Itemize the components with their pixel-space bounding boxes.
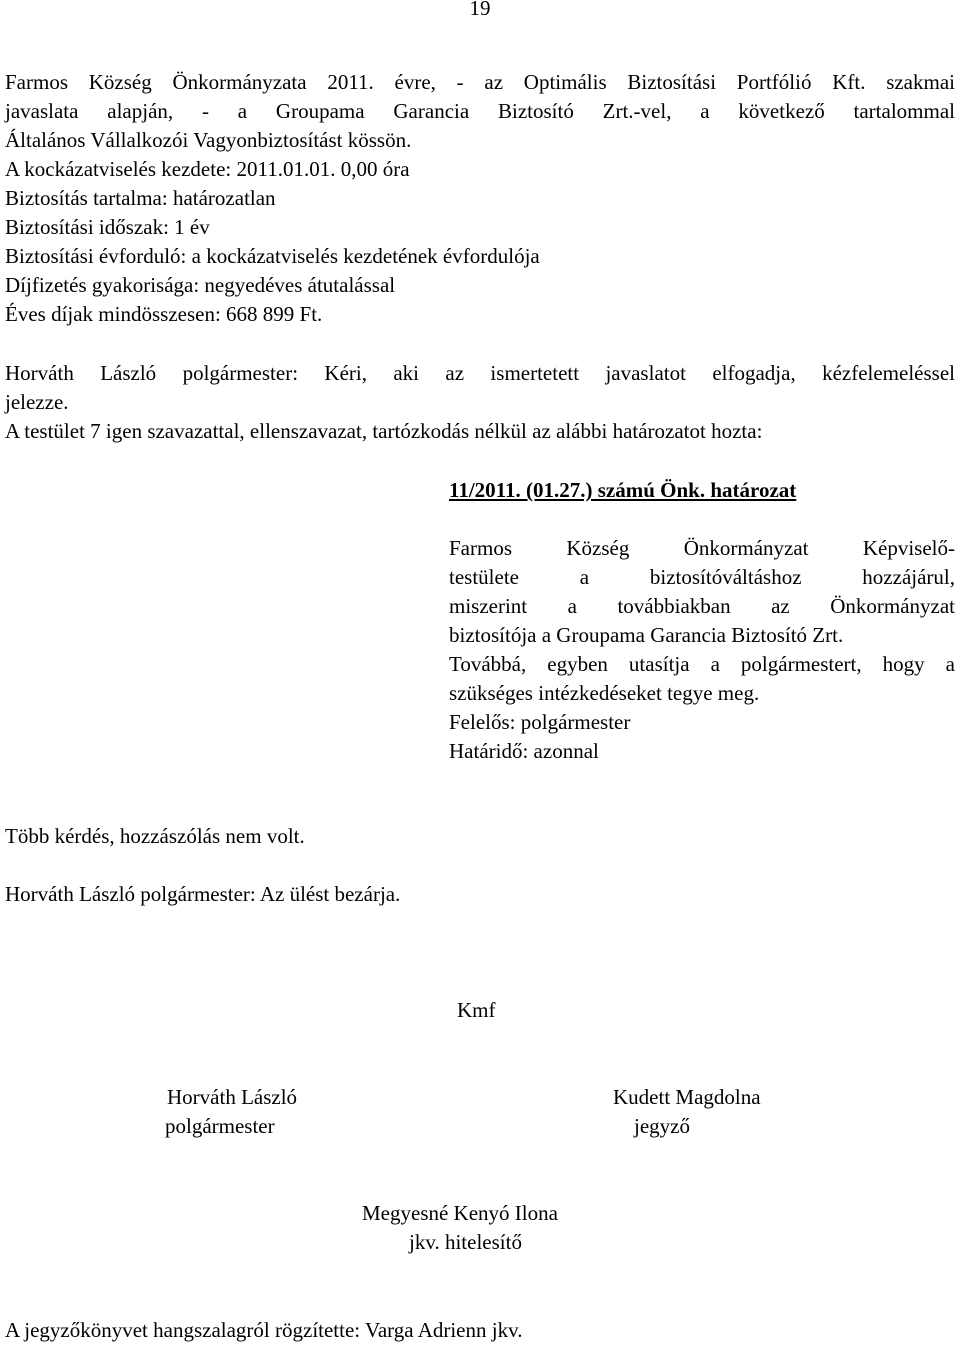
detail-period: Biztosítási időszak: 1 év (5, 215, 210, 239)
detail-content: Biztosítás tartalma: határozatlan (5, 186, 276, 210)
resolution-deadline: Határidő: azonnal (449, 739, 599, 763)
resolution-line-1: Farmos Község Önkormányzat Képviselő- (449, 536, 955, 560)
intro-line-2: javaslata alapján, - a Groupama Garancia Biztosító Zrt.-vel, a következő tartalommal (5, 99, 955, 123)
mayor-request-line-2: jelezze. (5, 390, 69, 414)
detail-risk-start: A kockázatviselés kezdete: 2011.01.01. 0,00 óra (5, 157, 410, 181)
detail-payment-frequency: Díjfizetés gyakorisága: negyedéves átutalással (5, 273, 396, 297)
mayor-request-line-1: Horváth László polgármester: Kéri, aki az ismertetett javaslatot elfogadja, kézfelemeléssel (5, 361, 955, 385)
resolution-heading: 11/2011. (01.27.) számú Önk. határozat (449, 478, 797, 502)
intro-line-1: Farmos Község Önkormányzata 2011. évre, - az Optimális Biztosítási Portfólió Kft. szakmai (5, 70, 955, 94)
signatory-notary-title: jegyző (634, 1114, 690, 1138)
recorder-note: A jegyzőkönyvet hangszalagról rögzítette: Varga Adrienn jkv. (5, 1318, 523, 1342)
resolution-line-4: biztosítója a Groupama Garancia Biztosító Zrt. (449, 623, 844, 647)
signatory-authenticator-title: jkv. hitelesítő (409, 1230, 522, 1254)
resolution-line-6: szükséges intézkedéseket tegye meg. (449, 681, 760, 705)
detail-anniversary: Biztosítási évforduló: a kockázatviselés kezdetének évfordulója (5, 244, 540, 268)
signatory-notary-name: Kudett Magdolna (613, 1085, 761, 1109)
resolution-line-2: testülete a biztosítóváltáshoz hozzájárul, (449, 565, 955, 589)
resolution-responsible: Felelős: polgármester (449, 710, 631, 734)
resolution-line-3: miszerint a továbbiakban az Önkormányzat (449, 594, 955, 618)
resolution-line-5: Továbbá, egyben utasítja a polgármestert, hogy a (449, 652, 955, 676)
vote-text: A testület 7 igen szavazattal, ellenszavazat, tartózkodás nélkül az alábbi határozatot hozta: (5, 419, 763, 443)
signatory-mayor-title: polgármester (165, 1114, 275, 1138)
detail-annual-fee: Éves díjak mindösszesen: 668 899 Ft. (5, 302, 323, 326)
page-number: 19 (469, 0, 491, 20)
signatory-mayor-name: Horváth László (167, 1085, 298, 1109)
intro-line-3: Általános Vállalkozói Vagyonbiztosítást kössön. (5, 128, 412, 152)
signatory-authenticator-name: Megyesné Kenyó Ilona (362, 1201, 558, 1225)
closing-statement: Horváth László polgármester: Az ülést bezárja. (5, 882, 401, 906)
resolution-body (449, 534, 955, 766)
no-more-questions: Több kérdés, hozzászólás nem volt. (5, 824, 305, 848)
kmf-label: Kmf (457, 998, 496, 1022)
